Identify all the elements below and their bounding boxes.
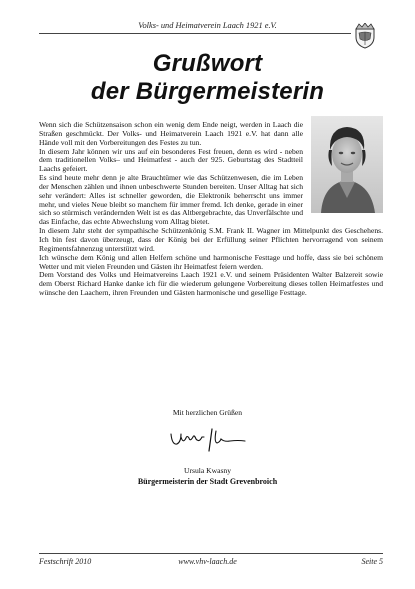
photo-spacer xyxy=(303,121,383,221)
footer-rule xyxy=(39,553,383,554)
footer-website-link[interactable]: www.vhv-laach.de xyxy=(178,557,237,566)
page-title-line-1: Grußwort xyxy=(152,50,263,77)
coat-of-arms-icon xyxy=(354,23,376,49)
page-title-line-2: der Bürgermeisterin xyxy=(90,78,325,105)
body-paragraph: In diesem Jahr können wir uns auf ein besonderes Fest freuen, denn es wird - neben dem traditionellen Volks– und Heimatfest - auch der 925. Geburtstag des Stadtteil Laachs gefeiert. xyxy=(39,146,303,174)
body-paragraph: Es sind heute mehr denn je alte Brauchtümer wie das Schützenwesen, die im Leben der Menschen zählen und ihnen unbeschwerte Stunden bereiten. Unser Alltag hat sich sehr verändert: Alles ist schneller geworden, die Elektronik beherrscht uns immer mehr, und vieles Neue bleibt so manchem für immer fremd. Ich denke, gerade in einer sich so stürmisch verändernden Welt ist es das Altbergebrachte, das Unverfälschte und das Einfache, das echte Abwechslung vom Alltag bietet. xyxy=(39,173,303,227)
body-paragraph: Wenn sich die Schützensaison schon ein wenig dem Ende neigt, werden in Laach die Straßen geschmückt. Der Volks- und Heimatverein Laach 1921 e.V. hat dann alle Hände voll mit den Vorbereitungen des Festes zu tun. xyxy=(39,120,303,147)
signer-name: Ursula Kwasny xyxy=(183,466,232,475)
page-number: Seite 5 xyxy=(361,557,383,566)
signature-icon xyxy=(168,425,248,455)
running-header: Volks- und Heimatverein Laach 1921 e.V. xyxy=(138,21,277,30)
closing-greeting: Mit herzlichen Grüßen xyxy=(172,408,243,417)
greeting-body xyxy=(39,121,383,298)
header-rule xyxy=(39,33,351,34)
signer-role: Bürgermeisterin der Stadt Grevenbroich xyxy=(137,477,278,486)
body-paragraph: Dem Vorstand des Volks und Heimatvereins Laach 1921 e.V. und seinem Präsidenten Walter Balzereit sowie dem Oberst Richard Hanke danke ich für die wiederum gelungene Vorbereitung dieses tollen Heimatfestes und wünsche den Laachern, ihren Freunden und Gästen harmonische und gesellige Festtage. xyxy=(39,270,383,298)
footer-publication: Festschrift 2010 xyxy=(39,557,92,566)
body-paragraph: In diesem Jahr steht der sympathische Schützenkönig S.M. Frank II. Wagner im Mittelpunkt des Geschehens. Ich bin fest davon überzeugt, dass der König bei der Erfüllung seiner Pflichten hervorragend von seinem Regimentsfahnenzug unterstützt wird. xyxy=(39,226,383,253)
body-paragraph: Ich wünsche dem König und allen Helfern schöne und harmonische Festtage und hoffe, dass sie bei schönem Wetter und mit vielen Freunden und Gästen ihr Heimatfest feiern werden. xyxy=(39,252,383,271)
